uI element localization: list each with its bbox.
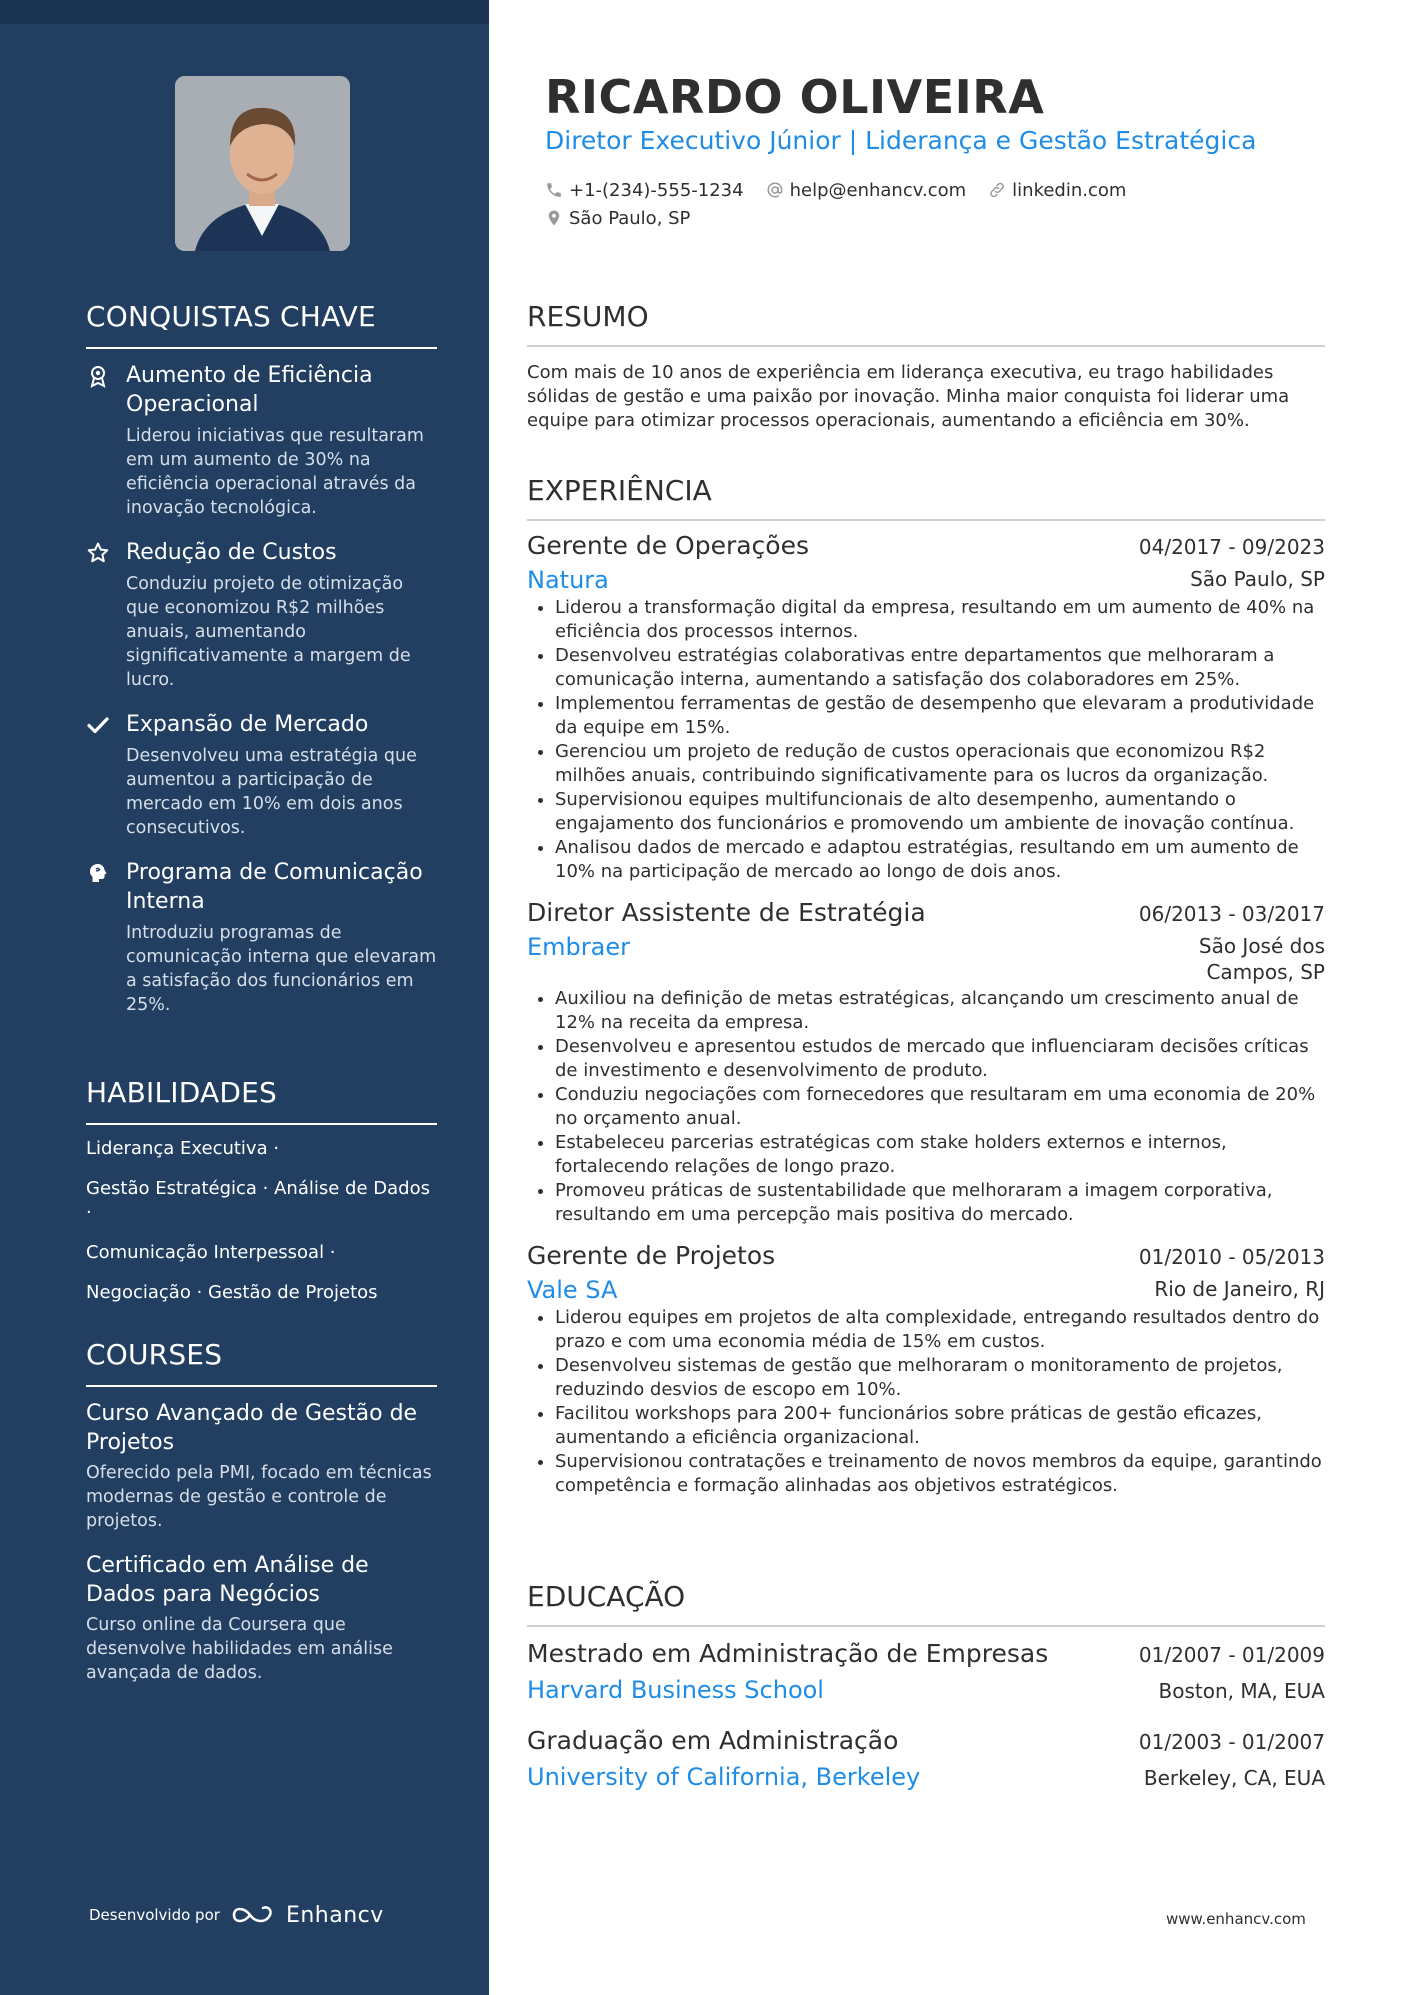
course-item [86, 1551, 437, 1685]
achievement-title: Expansão de Mercado [126, 712, 369, 737]
course-title: Certificado em Análise de Dados para Negócios [86, 1553, 369, 1607]
contact-linkedin[interactable] [988, 180, 1126, 201]
job-bullets [527, 596, 1325, 884]
location-text: São Paulo, SP [569, 207, 691, 229]
achievements-title: CONQUISTAS CHAVE [86, 300, 437, 349]
at-icon [766, 181, 784, 199]
job-dates: 04/2017 - 09/2023 [1138, 535, 1325, 559]
achievement-item [86, 538, 437, 692]
company-name: Embraer [527, 933, 630, 961]
course-item [86, 1399, 437, 1533]
headline: Diretor Executivo Júnior | Liderança e Gestão Estratégica [545, 126, 1257, 155]
courses-section [86, 1338, 437, 1685]
brain-icon [86, 861, 110, 885]
job-title: Diretor Assistente de Estratégia [527, 898, 926, 927]
bullet-item: • Supervisionou contratações e treinamento de novos membros da equipe, garantindo competência e formação alinhadas aos objetivos estratégicos. [555, 1450, 1325, 1498]
skill-line: Gestão Estratégica · Análise de Dados · [86, 1178, 430, 1223]
achievement-title: Redução de Custos [126, 540, 337, 565]
achievement-item [86, 858, 437, 1017]
sidebar [0, 0, 489, 1995]
contact-phone[interactable] [545, 180, 744, 201]
sidebar-top-bar [0, 0, 489, 24]
bullet-item: • Liderou a transformação digital da empresa, resultando em um aumento de 40% na eficiência dos processos internos. [555, 596, 1325, 644]
company-name: Natura [527, 566, 609, 594]
summary-text: Com mais de 10 anos de experiência em liderança executiva, eu trago habilidades sólidas de gestão e uma paixão por inovação. Minha maior conquista foi liderar uma equipe para otimizar processos operacionais, aumentando a eficiência em 30%. [527, 362, 1290, 431]
bullet-item: • Auxiliou na definição de metas estratégicas, alcançando um crescimento anual de 12% na receita da empresa. [555, 987, 1325, 1035]
school-name: University of California, Berkeley [527, 1763, 921, 1791]
footer-branding [89, 1902, 384, 1928]
degree-title: Graduação em Administração [527, 1726, 899, 1755]
job-bullets [527, 1306, 1325, 1498]
footer-website[interactable]: www.enhancv.com [1166, 1910, 1306, 1928]
bullet-item: • Desenvolveu estratégias colaborativas entre departamentos que melhoraram a comunicação interna, aumentando a satisfação dos colaboradores em 25%. [555, 644, 1325, 692]
job-bullets [527, 987, 1325, 1227]
link-icon [988, 181, 1006, 199]
job-dates: 06/2013 - 03/2017 [1138, 902, 1325, 926]
job-location: São José dos Campos, SP [1198, 934, 1325, 984]
contact-info [545, 176, 1148, 232]
degree-title: Mestrado em Administração de Empresas [527, 1639, 1049, 1668]
bullet-item: • Implementou ferramentas de gestão de desempenho que elevaram a produtividade da equipe em 15%. [555, 692, 1325, 740]
phone-text: +1-(234)-555-1234 [569, 179, 744, 201]
course-desc: Curso online da Coursera que desenvolve habilidades em análise avançada de dados. [86, 1615, 393, 1683]
award-icon [86, 364, 110, 388]
course-title: Curso Avançado de Gestão de Projetos [86, 1401, 418, 1455]
job-dates: 01/2010 - 05/2013 [1138, 1245, 1325, 1269]
education-title: EDUCAÇÃO [527, 1580, 1325, 1627]
achievement-title: Aumento de Eficiência Operacional [126, 363, 373, 417]
bullet-item: • Desenvolveu sistemas de gestão que melhoraram o monitoramento de projetos, reduzindo desvios de escopo em 10%. [555, 1354, 1325, 1402]
achievement-desc: Introduziu programas de comunicação interna que elevaram a satisfação dos funcionários em 25%. [126, 923, 437, 1015]
check-icon [86, 713, 110, 737]
skill-line: Comunicação Interpessoal · [86, 1242, 336, 1263]
bullet-item: • Conduziu negociações com fornecedores que resultaram em uma economia de 20% no orçamento anual. [555, 1083, 1325, 1131]
company-name: Vale SA [527, 1276, 618, 1304]
achievement-desc: Liderou iniciativas que resultaram em um aumento de 30% na eficiência operacional através da inovação tecnológica. [126, 426, 424, 518]
contact-email[interactable] [766, 180, 967, 201]
school-name: Harvard Business School [527, 1676, 824, 1704]
footer-brand-name: Enhancv [285, 1902, 384, 1928]
skills-title: HABILIDADES [86, 1076, 437, 1125]
contact-location [545, 208, 690, 229]
education-location: Berkeley, CA, EUA [1143, 1766, 1325, 1790]
education-section [527, 1580, 1325, 1791]
achievements-section [86, 300, 437, 1017]
phone-icon [545, 181, 563, 199]
bullet-item: • Estabeleceu parcerias estratégicas com stake holders externos e internos, fortalecendo relações de longo prazo. [555, 1131, 1325, 1179]
footer-dev-label: Desenvolvido por [89, 1906, 220, 1924]
bullet-item: • Gerenciou um projeto de redução de custos operacionais que economizou R$2 milhões anuais, contribuindo significativamente para os lucros da organização. [555, 740, 1325, 788]
job-title: Gerente de Operações [527, 531, 810, 560]
job-entry [527, 531, 1325, 884]
experience-title: EXPERIÊNCIA [527, 474, 1325, 521]
location-pin-icon [545, 209, 563, 227]
experience-section [527, 474, 1325, 1498]
achievement-desc: Desenvolveu uma estratégia que aumentou a participação de mercado em 10% em dois anos consecutivos. [126, 746, 417, 838]
achievement-desc: Conduziu projeto de otimização que economizou R$2 milhões anuais, aumentando significativamente a margem de lucro. [126, 574, 411, 690]
skills-section [86, 1076, 437, 1321]
achievement-item [86, 361, 437, 520]
summary-title: RESUMO [527, 300, 1325, 347]
skill-line: Liderança Executiva · [86, 1138, 280, 1159]
linkedin-text: linkedin.com [1012, 179, 1127, 201]
bullet-item: • Facilitou workshops para 200+ funcionários sobre práticas de gestão eficazes, aumentando a eficiência organizacional. [555, 1402, 1325, 1450]
star-icon [86, 541, 110, 565]
course-desc: Oferecido pela PMI, focado em técnicas modernas de gestão e controle de projetos. [86, 1463, 432, 1531]
email-text: help@enhancv.com [789, 179, 967, 201]
bullet-item: • Promoveu práticas de sustentabilidade que melhoraram a imagem corporativa, resultando em uma percepção mais positiva do mercado. [555, 1179, 1325, 1227]
job-title: Gerente de Projetos [527, 1241, 776, 1270]
bullet-item: • Supervisionou equipes multifuncionais de alto desempenho, aumentando o engajamento dos funcionários e promovendo um ambiente de inovação contínua. [555, 788, 1325, 836]
skill-line: Negociação · Gestão de Projetos [86, 1282, 378, 1303]
bullet-item: • Desenvolveu e apresentou estudos de mercado que influenciaram decisões críticas de investimento e desenvolvimento de produto. [555, 1035, 1325, 1083]
profile-photo [175, 76, 350, 251]
bullet-item: • Liderou equipes em projetos de alta complexidade, entregando resultados dentro do prazo e com uma economia média de 15% em custos. [555, 1306, 1325, 1354]
main-content [527, 0, 1325, 1995]
achievement-title: Programa de Comunicação Interna [126, 860, 423, 914]
candidate-name: RICARDO OLIVEIRA [545, 70, 1045, 124]
job-entry [527, 1241, 1325, 1498]
job-entry [527, 898, 1325, 1227]
courses-title: COURSES [86, 1338, 437, 1387]
education-dates: 01/2007 - 01/2009 [1138, 1643, 1325, 1667]
job-location: Rio de Janeiro, RJ [1154, 1277, 1325, 1301]
education-entry [527, 1726, 1325, 1791]
bullet-item: • Analisou dados de mercado e adaptou estratégias, resultando em um aumento de 10% na participação de mercado ao longo de dois anos. [555, 836, 1325, 884]
summary-section [527, 300, 1325, 433]
achievement-item [86, 710, 437, 840]
education-dates: 01/2003 - 01/2007 [1138, 1730, 1325, 1754]
enhancv-logo-icon [230, 1902, 276, 1928]
education-location: Boston, MA, EUA [1158, 1679, 1325, 1703]
job-location: São Paulo, SP [1190, 567, 1325, 591]
education-entry [527, 1639, 1325, 1704]
